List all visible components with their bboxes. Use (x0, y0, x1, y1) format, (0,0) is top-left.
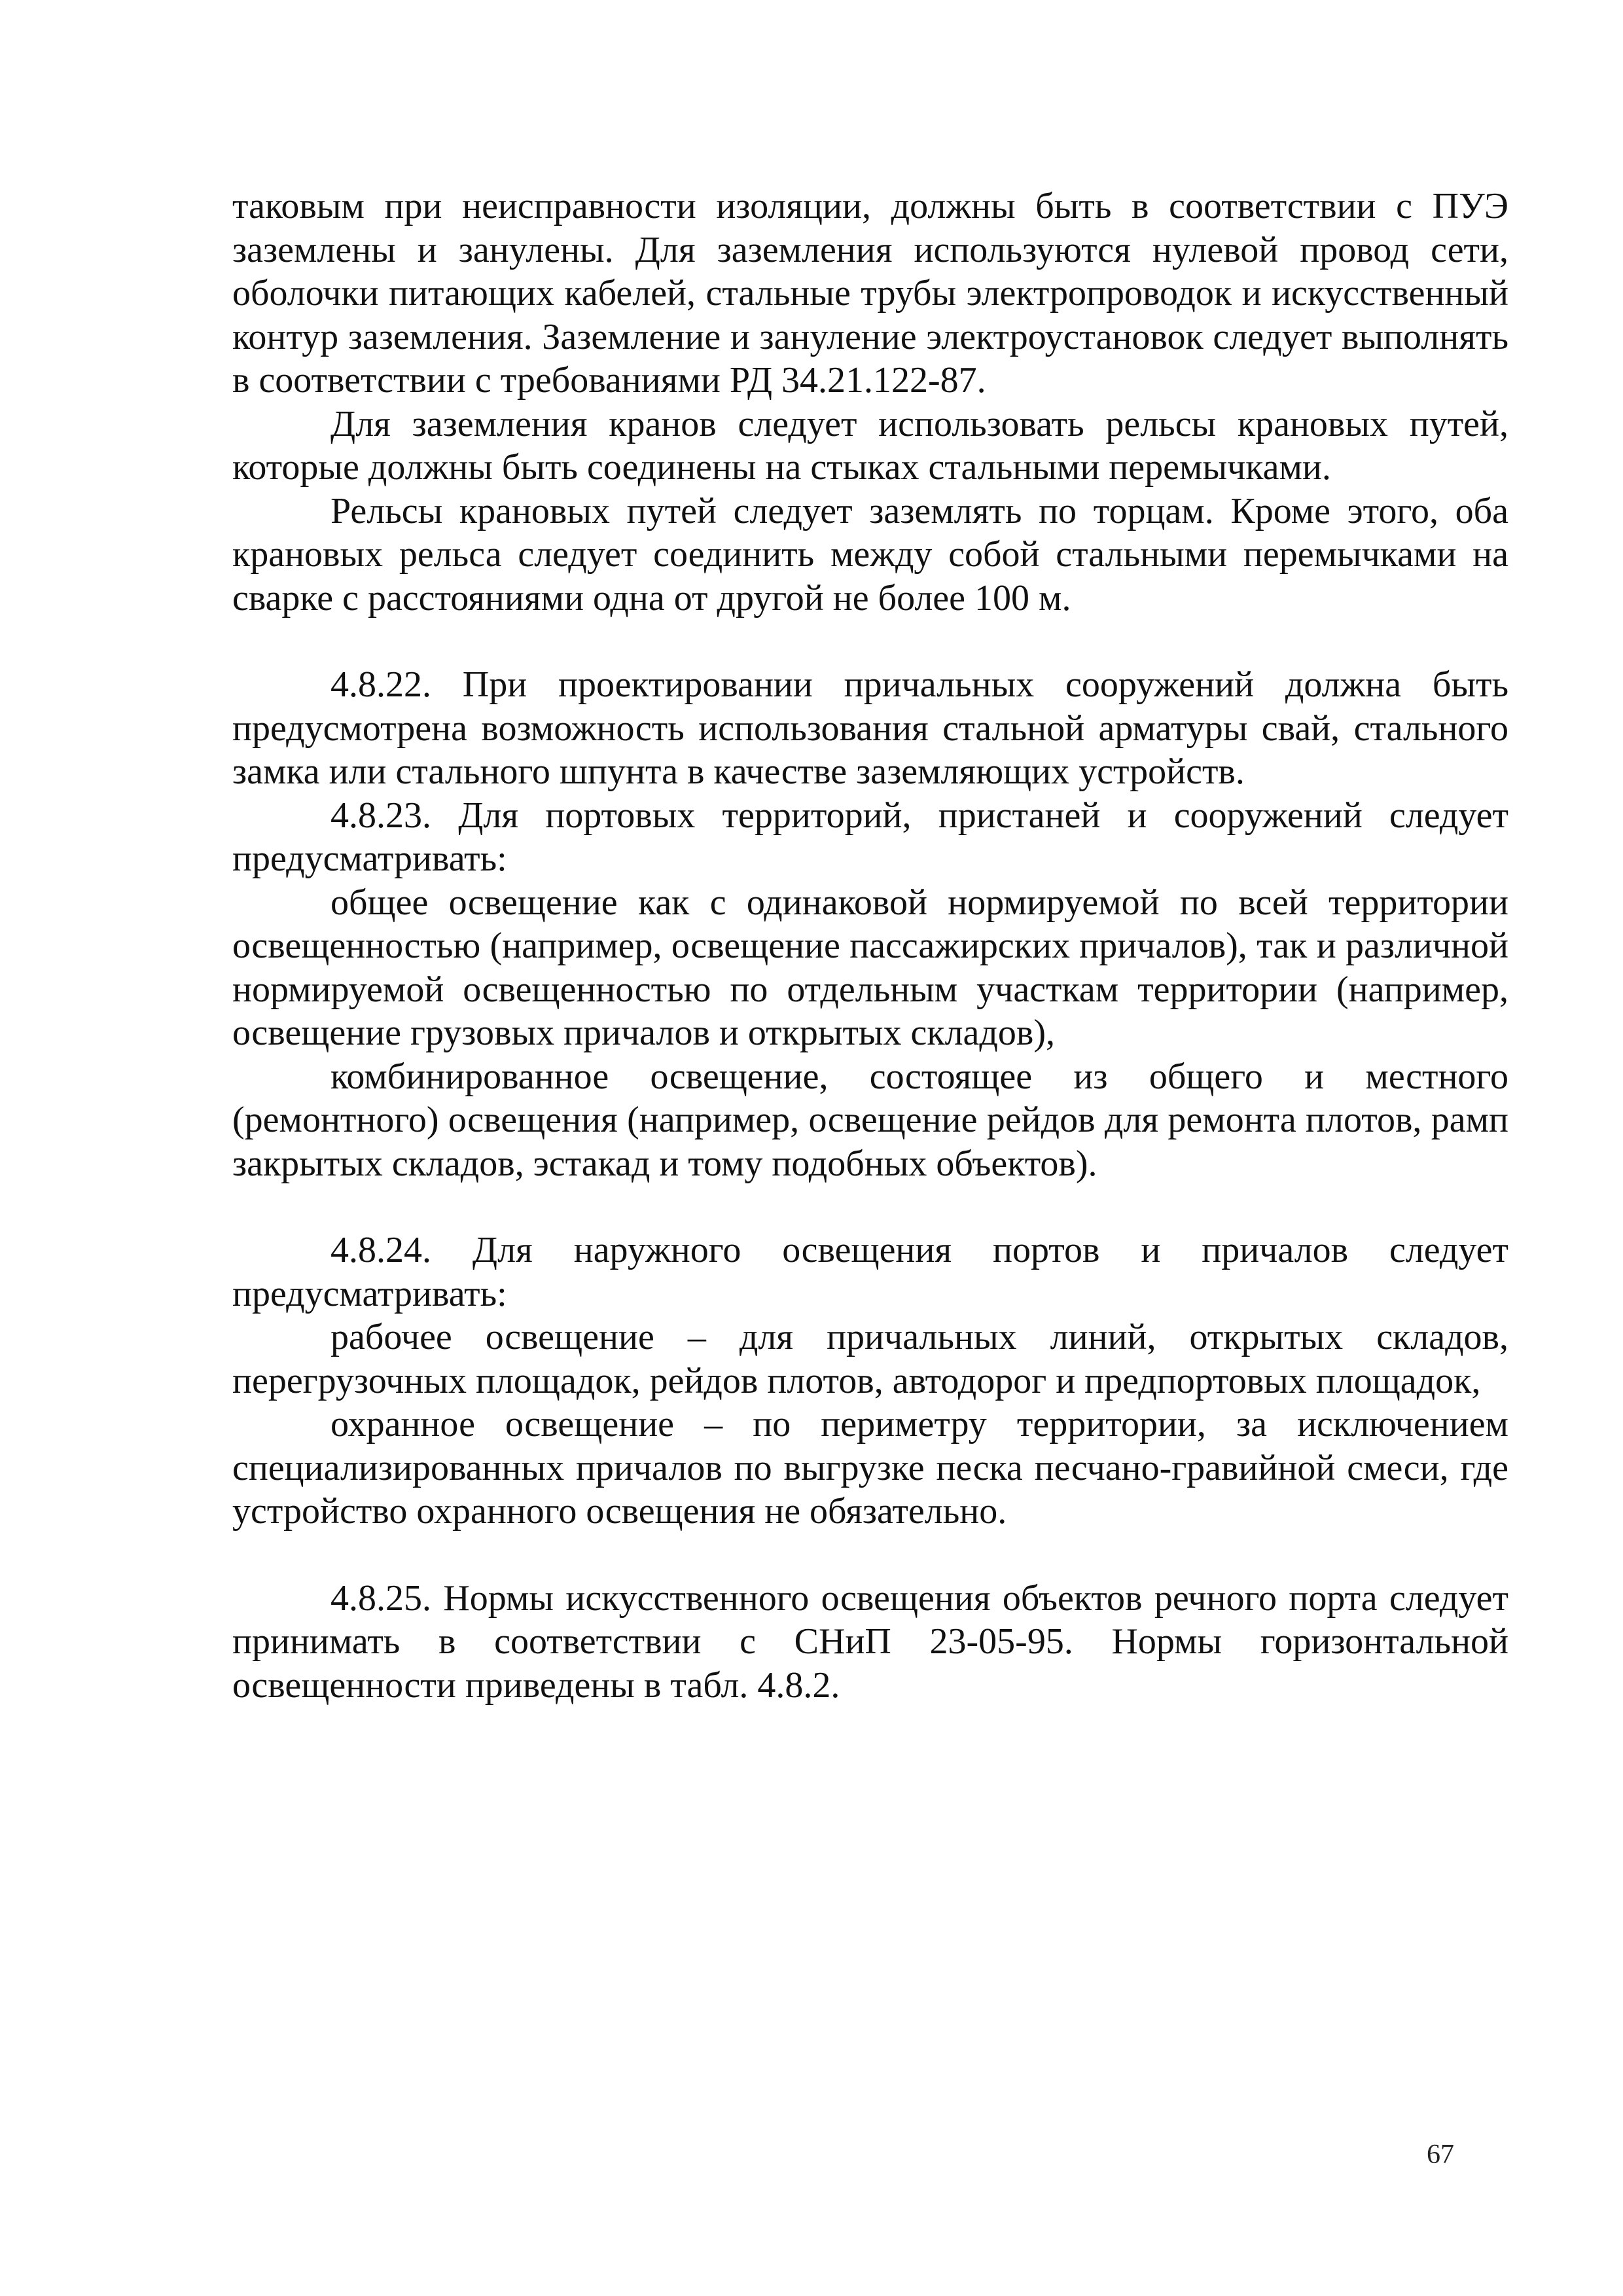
paragraph-4-8-23: 4.8.23. Для портовых территорий, пристаней и сооружений следует предусматривать: (232, 795, 1508, 879)
paragraph-4-8-24: 4.8.24. Для наружного освещения портов и причалов следует предусматривать: (232, 1230, 1508, 1314)
paragraph-combined-lighting: комбинированное освещение, состоящее из общего и местного (ремонтного) освещения (например, освещение рейдов для ремонта плотов, рамп закрытых складов, эстакад и тому подобных объектов). (232, 1056, 1508, 1184)
document-body (232, 185, 1508, 1707)
paragraph-crane-rails: Рельсы крановых путей следует заземлять по торцам. Кроме этого, оба крановых рельса следует соединить между собой стальными перемычками на сварке с расстояниями одна от другой не более 100 м. (232, 490, 1508, 619)
page-number: 67 (1427, 2140, 1454, 2170)
paragraph-general-lighting: общее освещение как с одинаковой нормируемой по всей территории освещенностью (например, освещение пассажирских причалов), так и различной нормируемой освещенностью по отдельным участкам территории (например, освещение грузовых причалов и открытых складов), (232, 882, 1508, 1053)
paragraph-security-lighting: охранное освещение – по периметру территории, за исключением специализированных причалов по выгрузке песка песчано-гравийной смеси, где устройство охранного освещения не обязательно. (232, 1404, 1508, 1532)
paragraph-4-8-22: 4.8.22. При проектировании причальных сооружений должна быть предусмотрена возможность использования стальной арматуры свай, стального замка или стального шпунта в качестве заземляющих устройств. (232, 664, 1508, 792)
paragraph-4-8-25: 4.8.25. Нормы искусственного освещения объектов речного порта следует принимать в соответствии с СНиП 23-05-95. Нормы горизонтальной освещенности приведены в табл. 4.8.2. (232, 1577, 1508, 1706)
paragraph-crane-grounding: Для заземления кранов следует использовать рельсы крановых путей, которые должны быть соединены на стыках стальными перемычками. (232, 403, 1508, 488)
paragraph-working-lighting: рабочее освещение – для причальных линий, открытых складов, перегрузочных площадок, рейдов плотов, автодорог и предпортовых площадок, (232, 1317, 1508, 1401)
paragraph-grounding-continuation: таковым при неисправности изоляции, должны быть в соответствии с ПУЭ заземлены и занулены. Для заземления используются нулевой провод сети, оболочки питающих кабелей, стальные трубы электропроводок и искусственный контур заземления. Заземление и зануление электроустановок следует выполнять в соответствии с требованиями РД 34.21.122-87. (232, 186, 1508, 401)
